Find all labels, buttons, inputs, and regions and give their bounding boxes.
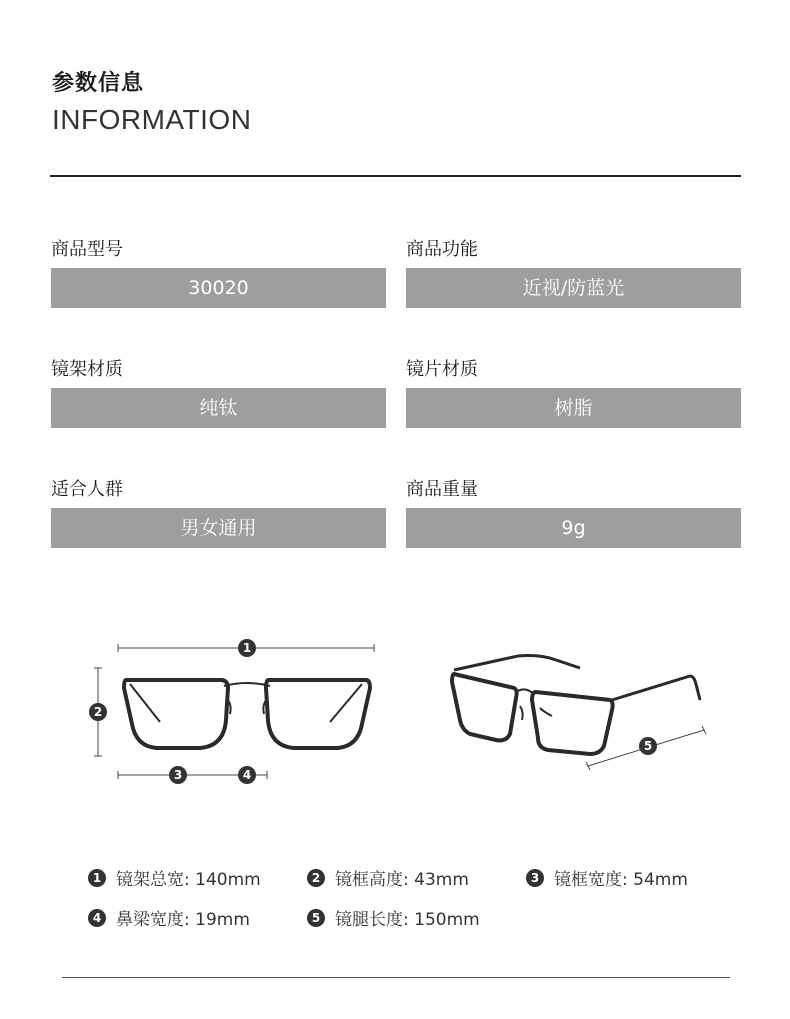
spec-function xyxy=(406,238,741,308)
bottom-divider xyxy=(62,977,730,978)
spec-value: 树脂 xyxy=(406,388,741,428)
marker-4-label: 4 xyxy=(242,768,252,782)
number-badge: 4 xyxy=(88,909,106,927)
marker-4 xyxy=(238,766,256,784)
marker-3-label: 3 xyxy=(173,768,183,782)
measurement-item xyxy=(526,865,688,890)
spec-label: 商品功能 xyxy=(406,239,478,260)
spec-label: 适合人群 xyxy=(51,479,123,500)
front-view-glasses xyxy=(94,644,374,779)
measurement-text: 镜框宽度: 54mm xyxy=(554,870,688,890)
spec-label: 镜架材质 xyxy=(51,359,123,380)
spec-value: 近视/防蓝光 xyxy=(406,268,741,308)
spec-value: 30020 xyxy=(51,268,386,308)
title-en: INFORMATION xyxy=(52,104,252,135)
measurement-item xyxy=(88,865,261,890)
spec-frame-material xyxy=(51,358,386,428)
marker-1 xyxy=(238,639,256,657)
spec-label: 商品重量 xyxy=(406,479,478,500)
number-badge: 5 xyxy=(307,909,325,927)
measurement-text: 镜架总宽: 140mm xyxy=(116,870,261,890)
measurement-item xyxy=(307,865,469,890)
marker-5-label: 5 xyxy=(643,739,653,753)
measurement-item xyxy=(88,905,250,930)
marker-3 xyxy=(169,766,187,784)
marker-2 xyxy=(89,703,107,721)
marker-1-label: 1 xyxy=(242,641,252,655)
spec-value: 男女通用 xyxy=(51,508,386,548)
glasses-diagram xyxy=(0,600,790,820)
number-badge: 2 xyxy=(307,869,325,887)
title-cn: 参数信息 xyxy=(52,71,145,96)
measurement-item xyxy=(307,905,480,930)
spec-label: 商品型号 xyxy=(51,239,123,260)
top-divider xyxy=(50,175,741,177)
number-badge: 1 xyxy=(88,869,106,887)
angled-view-glasses xyxy=(452,656,706,771)
spec-audience xyxy=(51,478,386,548)
spec-label: 镜片材质 xyxy=(406,359,478,380)
spec-value: 9g xyxy=(406,508,741,548)
marker-5 xyxy=(639,737,657,755)
number-badge: 3 xyxy=(526,869,544,887)
spec-model xyxy=(51,238,386,308)
spec-value: 纯钛 xyxy=(51,388,386,428)
marker-2-label: 2 xyxy=(93,705,103,719)
spec-lens-material xyxy=(406,358,741,428)
measurement-text: 镜框高度: 43mm xyxy=(335,870,469,890)
measurement-text: 鼻梁宽度: 19mm xyxy=(116,910,250,930)
measurement-text: 镜腿长度: 150mm xyxy=(335,910,480,930)
spec-weight xyxy=(406,478,741,548)
